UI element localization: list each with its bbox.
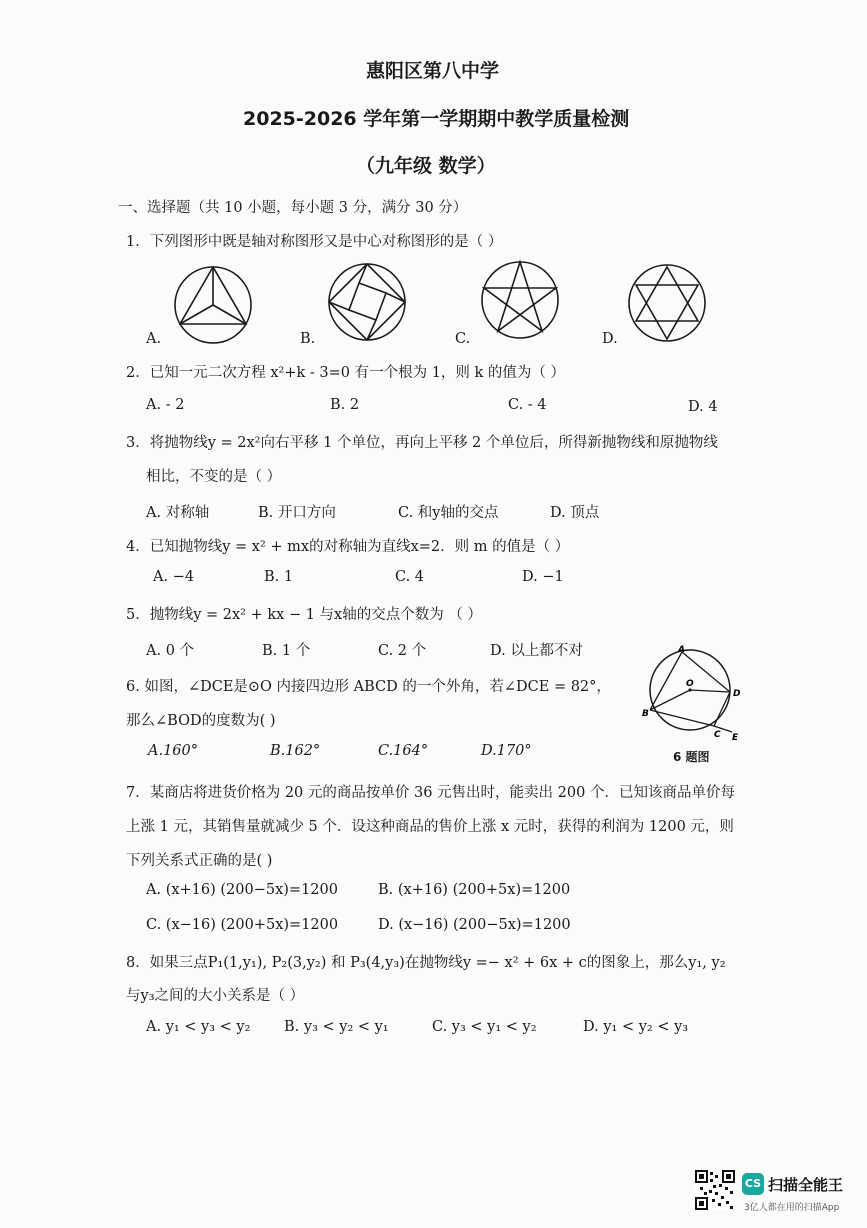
q6-circle-figure <box>640 644 750 744</box>
cs-logo-text: CS <box>744 1177 762 1190</box>
question-7-stem: 7．某商店将进货价格为 20 元的商品按单价 36 元售出时，能卖出 200 个．已知该商品单价每 <box>126 785 735 801</box>
q7-option-d[interactable]: D. (x−16) (200−5x)=1200 <box>378 917 571 933</box>
q8-option-d[interactable]: D. y₁ < y₂ < y₃ <box>583 1019 689 1035</box>
q6-option-b[interactable]: B.162° <box>270 743 321 759</box>
exam-title: 2025-2026 学年第一学期期中教学质量检测 <box>243 108 630 130</box>
q2-option-a[interactable]: A. - 2 <box>146 397 185 413</box>
label-e: E <box>732 733 739 743</box>
q2-option-d[interactable]: D. 4 <box>688 399 718 415</box>
q8-option-c[interactable]: C. y₃ < y₁ < y₂ <box>432 1019 537 1035</box>
q8-option-b[interactable]: B. y₃ < y₂ < y₁ <box>284 1019 389 1035</box>
question-3-stem-line2: 相比，不变的是（ ） <box>146 469 282 485</box>
cs-logo <box>742 1173 764 1195</box>
question-8-stem: 8．如果三点P₁(1,y₁), P₂(3,y₂) 和 P₃(4,y₃)在抛物线y =− x² + 6x + c的图象上，那么y₁, y₂ <box>126 955 726 971</box>
question-5-stem: 5．抛物线y = 2x² + kx − 1 与x轴的交点个数为 （ ） <box>126 607 482 623</box>
q3-option-c[interactable]: C. 和y轴的交点 <box>398 505 499 521</box>
question-1-stem: 1．下列图形中既是轴对称图形又是中心对称图形的是（ ） <box>126 234 503 250</box>
label-b: B <box>642 709 649 719</box>
q4-option-d[interactable]: D. −1 <box>522 569 564 585</box>
q6-option-c[interactable]: C.164° <box>378 743 429 759</box>
q4-option-b[interactable]: B. 1 <box>264 569 294 585</box>
question-7-stem-line2: 上涨 1 元，其销售量就减少 5 个．设这种商品的售价上涨 x 元时，获得的利润为 1200 元，则 <box>126 819 734 835</box>
question-4-stem: 4．已知抛物线y = x² + mx的对称轴为直线x=2．则 m 的值是（ ） <box>126 539 570 555</box>
q8-option-a[interactable]: A. y₁ < y₃ < y₂ <box>146 1019 251 1035</box>
q4-option-c[interactable]: C. 4 <box>395 569 425 585</box>
q3-option-d[interactable]: D. 顶点 <box>550 505 600 521</box>
q3-option-b[interactable]: B. 开口方向 <box>258 505 336 521</box>
subject-title: （九年级 数学） <box>356 155 496 177</box>
q2-option-b[interactable]: B. 2 <box>330 397 360 413</box>
label-d: D <box>733 689 741 699</box>
q3-option-a[interactable]: A. 对称轴 <box>146 505 210 521</box>
q4-option-a[interactable]: A. −4 <box>153 569 195 585</box>
q5-option-a[interactable]: A. 0 个 <box>146 643 195 659</box>
circle-square-icon <box>327 262 407 342</box>
brand-name: 扫描全能王 <box>768 1176 844 1194</box>
circle-pentagram-icon <box>479 259 561 341</box>
section-heading: 一、选择题（共 10 小题，每小题 3 分，满分 30 分） <box>118 200 468 216</box>
question-6-stem-line2: 那么∠BOD的度数为( ) <box>126 713 276 729</box>
label-o: O <box>686 679 694 689</box>
label-c: C <box>714 730 721 740</box>
q7-option-c[interactable]: C. (x−16) (200+5x)=1200 <box>146 917 339 933</box>
q7-option-a[interactable]: A. (x+16) (200−5x)=1200 <box>146 882 338 898</box>
circle-triangle-icon <box>173 265 253 345</box>
question-3-stem: 3．将抛物线y = 2x²向右平移 1 个单位，再向上平移 2 个单位后，所得新抛物线和原抛物线 <box>126 435 718 451</box>
q1-option-b[interactable]: B. <box>300 331 316 347</box>
q5-option-b[interactable]: B. 1 个 <box>262 643 311 659</box>
q1-option-a[interactable]: A. <box>146 331 162 347</box>
q6-figure-caption: 6 题图 <box>673 750 710 764</box>
label-a: A <box>678 645 685 655</box>
q6-option-d[interactable]: D.170° <box>481 743 532 759</box>
q5-option-c[interactable]: C. 2 个 <box>378 643 427 659</box>
question-8-stem-line2: 与y₃之间的大小关系是（ ） <box>126 988 305 1004</box>
circle-hexagram-icon <box>626 262 708 344</box>
q7-option-b[interactable]: B. (x+16) (200+5x)=1200 <box>378 882 571 898</box>
qr-code-icon <box>695 1170 735 1210</box>
q6-option-a[interactable]: A.160° <box>148 743 199 759</box>
school-name: 惠阳区第八中学 <box>366 60 500 82</box>
q2-option-c[interactable]: C. - 4 <box>508 397 547 413</box>
question-2-stem: 2．已知一元二次方程 x²+k - 3=0 有一个根为 1，则 k 的值为（ ） <box>126 365 566 381</box>
q1-option-d[interactable]: D. <box>602 331 618 347</box>
q1-option-c[interactable]: C. <box>455 331 471 347</box>
brand-tagline: 3亿人都在用的扫描App <box>744 1203 840 1213</box>
q5-option-d[interactable]: D. 以上都不对 <box>490 643 583 659</box>
question-6-stem: 6. 如图，∠DCE是⊙O 内接四边形 ABCD 的一个外角，若∠DCE = 82°， <box>126 679 611 695</box>
question-7-stem-line3: 下列关系式正确的是( ) <box>126 853 273 869</box>
